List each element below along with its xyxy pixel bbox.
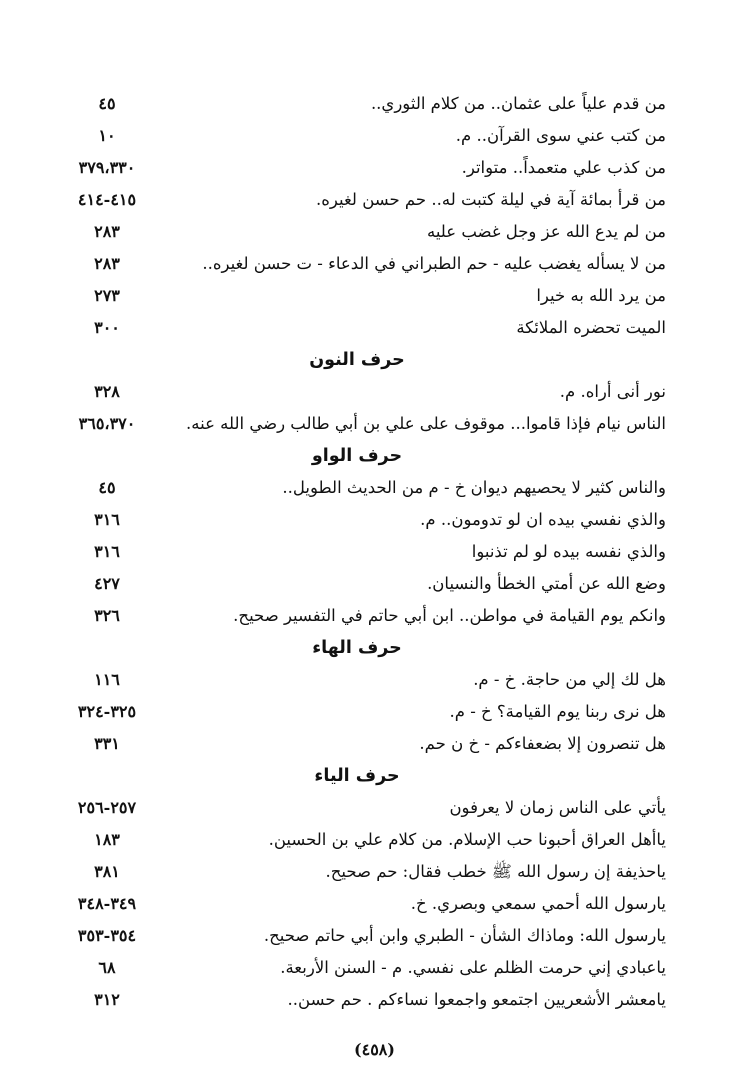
- hadith-text: وانكم يوم القيامة في مواطن.. ابن أبي حاتم في التفسير صحيح.: [233, 606, 666, 625]
- page-ref: ٣٧٩،٣٣٠: [78, 158, 136, 177]
- hadith-text: من قرأ بمائة آية في ليلة كتبت له.. حم حسن لغيره.: [316, 190, 666, 209]
- page-number: (٤٥٨): [354, 1040, 395, 1059]
- index-entry: [48, 792, 666, 824]
- index-entry: [48, 952, 666, 984]
- index-entry: [48, 248, 666, 280]
- page-ref: ٣١٢: [94, 990, 120, 1009]
- page-ref: ١٠: [98, 126, 116, 145]
- hadith-text: يارسول الله أحمي سمعي وبصري. خ.: [410, 894, 666, 913]
- page-ref: ٦٨: [98, 958, 116, 977]
- hadith-text: ياعبادي إني حرمت الظلم على نفسي. م - السنن الأربعة.: [280, 958, 666, 977]
- section-nun: [48, 376, 666, 440]
- index-entry: [48, 600, 666, 632]
- hadith-text: الميت تحضره الملائكة: [516, 318, 666, 337]
- hadith-text: يامعشر الأشعريين اجتمعو واجمعوا نساءكم . حم حسن..: [287, 990, 666, 1009]
- hadith-text: من لم يدع الله عز وجل غضب عليه: [426, 222, 666, 241]
- page-ref: ٣٤٩-٣٤٨: [77, 894, 137, 913]
- index-entry: [48, 152, 666, 184]
- page-ref: ٣١٦: [94, 510, 120, 529]
- index-entry: [48, 536, 666, 568]
- hadith-text: والذي نفسي بيده ان لو تدومون.. م.: [420, 510, 666, 529]
- page-ref: ٣٨١: [94, 862, 120, 881]
- index-entry: [48, 920, 666, 952]
- hadith-text: هل تنصرون إلا بضعفاءكم - خ ن حم.: [419, 734, 666, 753]
- index-entry: [48, 312, 666, 344]
- section-heading-nun: حرف النون: [309, 350, 405, 370]
- index-entry: [48, 568, 666, 600]
- hadith-text: من لا يسأله يغضب عليه - حم الطبراني في الدعاء - ت حسن لغيره..: [202, 254, 666, 273]
- hadith-text: ياحذيفة إن رسول الله ﷺ خطب فقال: حم صحيح.: [325, 862, 666, 881]
- index-entry: [48, 664, 666, 696]
- index-page: [48, 88, 666, 1016]
- hadith-text: نور أنى أراه. م.: [559, 382, 666, 401]
- hadith-text: من قدم علياً على عثمان.. من كلام الثوري..: [370, 94, 666, 113]
- page-ref: ٣٢٨: [94, 382, 120, 401]
- index-entry: [48, 696, 666, 728]
- page-ref: ٣٠٠: [94, 318, 120, 337]
- page-ref: ٢٥٧-٢٥٦: [77, 798, 137, 817]
- index-entry: [48, 728, 666, 760]
- index-entry: [48, 856, 666, 888]
- hadith-text: وضع الله عن أمتي الخطأ والنسيان.: [427, 574, 666, 593]
- page-ref: ٢٨٣: [94, 254, 120, 273]
- index-entry: [48, 88, 666, 120]
- index-entry: [48, 120, 666, 152]
- page-ref: ٤٥: [98, 94, 116, 113]
- section-waw: [48, 472, 666, 632]
- page-ref: ٢٨٣: [94, 222, 120, 241]
- hadith-text: من كذب علي متعمداً.. متواتر.: [461, 158, 666, 177]
- hadith-text: من يرد الله به خيرا: [536, 286, 666, 305]
- page-ref: ٣٢٦: [94, 606, 120, 625]
- hadith-text: ياأهل العراق أحبونا حب الإسلام. من كلام علي بن الحسين.: [268, 830, 666, 849]
- page-ref: ٤٢٧: [94, 574, 120, 593]
- page-ref: ٣٥٤-٣٥٣: [77, 926, 137, 945]
- page-ref: ٣٣١: [94, 734, 120, 753]
- section-heading-ya: حرف الياء: [314, 766, 400, 786]
- page-ref: ١١٦: [94, 670, 120, 689]
- index-entry: [48, 504, 666, 536]
- page-ref: ٣٢٥-٣٢٤: [77, 702, 137, 721]
- index-entry: [48, 824, 666, 856]
- index-entry: [48, 888, 666, 920]
- section-ha: [48, 664, 666, 760]
- page-ref: ٢٧٣: [94, 286, 120, 305]
- hadith-text: يأتي على الناس زمان لا يعرفون: [449, 798, 666, 817]
- hadith-text: يارسول الله: وماذاك الشأن - الطبري وابن أبي حاتم صحيح.: [263, 926, 666, 945]
- index-entry: [48, 984, 666, 1016]
- section-ya: [48, 792, 666, 1016]
- index-entry: [48, 280, 666, 312]
- section-meem: [48, 88, 666, 344]
- index-entry: [48, 184, 666, 216]
- hadith-text: والناس كثير لا يحصيهم ديوان خ - م من الحديث الطويل..: [282, 478, 666, 497]
- hadith-text: والذي نفسه بيده لو لم تذنبوا: [471, 542, 666, 561]
- page-ref: ٤١٥-٤١٤: [77, 190, 137, 209]
- hadith-text: هل لك إلي من حاجة. خ - م.: [473, 670, 666, 689]
- section-heading-waw: حرف الواو: [311, 446, 403, 466]
- hadith-text: الناس نيام فإذا قاموا... موقوف على علي بن أبي طالب رضي الله عنه.: [186, 414, 666, 433]
- hadith-text: من كتب عني سوى القرآن.. م.: [455, 126, 666, 145]
- index-entry: [48, 376, 666, 408]
- hadith-text: هل نرى ربنا يوم القيامة؟ خ - م.: [449, 702, 666, 721]
- page-ref: ٣٦٥،٣٧٠: [78, 414, 136, 433]
- index-entry: [48, 216, 666, 248]
- page-ref: ١٨٣: [94, 830, 120, 849]
- index-entry: [48, 472, 666, 504]
- section-heading-ha: حرف الهاء: [312, 638, 402, 658]
- index-entry: [48, 408, 666, 440]
- page-ref: ٣١٦: [94, 542, 120, 561]
- page-ref: ٤٥: [98, 478, 116, 497]
